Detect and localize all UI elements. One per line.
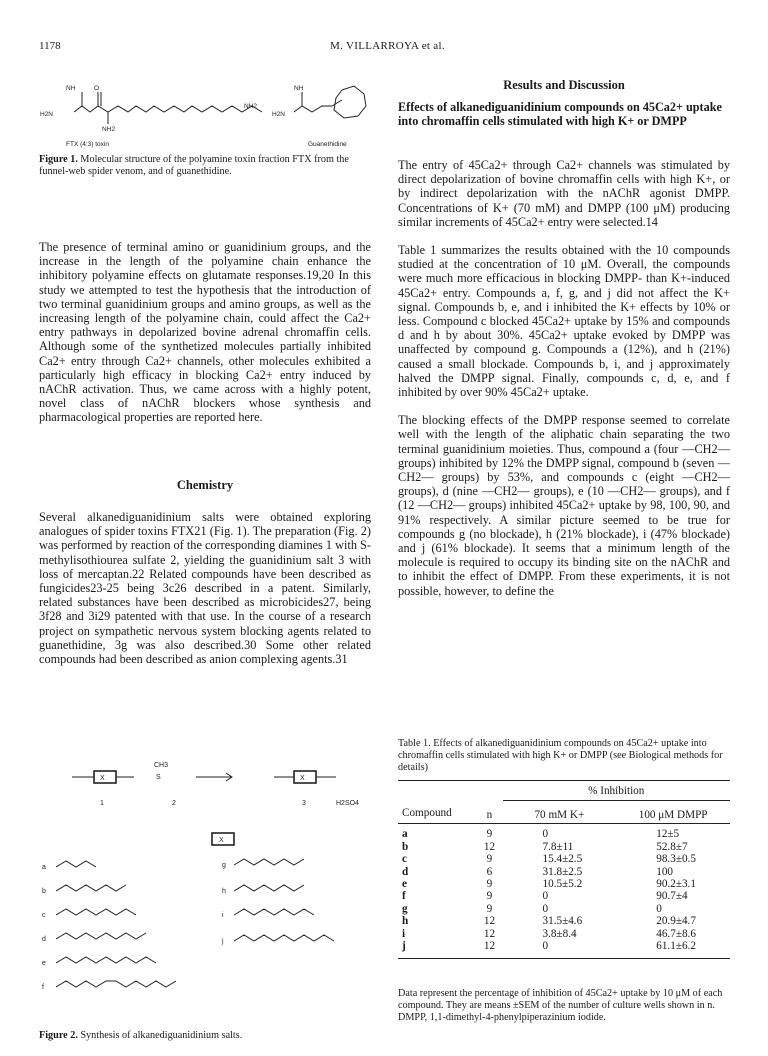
chemistry-paragraph: Several alkanediguanidinium salts were obtained exploring analogues of spider toxins FTX21 (Fig. 1). The preparation (Fig. 2) was performed by reaction of the corresponding diamines 1 with S-methylisothiourea sulfate 2, yielding the guanidinium salt 3 with loss of mercaptan.22 Related compounds have been described as fungicides23-25 being 3c26 described in a patent. Similarly, related substances have been described as microbicides27, being 3f28 and 3i29 patented with that use. In the course of a research project on sympathetic nervous system blocking agents related to guanethidine, 3g was also described.30 Some other related compounds had been described as anion complexing agents.31	[39, 510, 371, 667]
cell-n: 9	[486, 828, 493, 841]
table1-group-header-row	[398, 785, 730, 801]
fig2-label-a: a	[42, 864, 46, 871]
cell-dmpp: 98.3±0.5	[656, 853, 696, 866]
fig1-ftx-label: FTX (4:3) toxin	[66, 141, 109, 148]
cell-compound: b	[402, 840, 409, 853]
cell-k: 15.4±2.5	[542, 853, 583, 866]
fig2-num-1: 1	[100, 800, 104, 807]
table1-header-dmpp: 100 μM DMPP	[638, 809, 708, 822]
table-row	[398, 903, 730, 915]
fig2-num-2: 2	[172, 800, 176, 807]
figure1-caption	[39, 154, 379, 178]
cell-compound: c	[402, 853, 407, 866]
fig1-nh2-label: NH2	[102, 126, 116, 133]
table-row	[398, 890, 730, 902]
cell-k: 31.8±2.5	[542, 865, 583, 878]
fig2-label-g: g	[222, 862, 226, 869]
table-row	[398, 841, 730, 853]
cell-dmpp: 12±5	[656, 828, 680, 841]
fig2-label-b: b	[42, 888, 46, 895]
fig2-label-h: h	[222, 888, 226, 895]
fig2-label-c: c	[42, 912, 46, 919]
cell-n: 12	[483, 915, 496, 928]
table-row	[398, 878, 730, 890]
cell-n: 6	[486, 865, 493, 878]
cell-dmpp: 0	[656, 902, 662, 915]
figure1-structures	[36, 80, 376, 152]
cell-n: 9	[486, 902, 493, 915]
cell-dmpp: 52.8±7	[656, 840, 688, 853]
results-heading: Results and Discussion	[503, 78, 625, 92]
cell-dmpp: 90.2±3.1	[656, 877, 696, 890]
figure2-caption	[39, 1030, 379, 1042]
table-row	[398, 928, 730, 940]
cell-dmpp: 20.9±4.7	[656, 915, 696, 928]
cell-k: 7.8±11	[542, 840, 574, 853]
table1-header-n: n	[486, 808, 493, 821]
cell-n: 12	[483, 927, 496, 940]
fig2-ch3: CH3	[154, 762, 169, 769]
cell-dmpp: 61.1±6.2	[656, 939, 696, 952]
cell-compound: i	[402, 927, 406, 940]
left-column-intro	[39, 240, 371, 425]
cell-dmpp: 46.7±8.6	[656, 927, 696, 940]
cell-k: 10.5±5.2	[542, 877, 583, 890]
cell-dmpp: 90.7±4	[656, 890, 688, 903]
chemistry-heading: Chemistry	[176, 478, 234, 492]
fig1-nh-label: NH	[66, 85, 76, 92]
cell-compound: f	[402, 890, 406, 903]
fig1-guan-h2n-label: H2N	[272, 111, 286, 118]
figure2-caption-label: Figure 2.	[39, 1030, 78, 1041]
results-paragraph-2: Table 1 summarizes the results obtained with the 10 compounds studied at the concentration of 10 μM. Overall, the compounds were much more efficacious in blocking DMPP- than K+-induced 45Ca2+ entry. Compounds a, f, g, and j did not affect the K+ signal. Compounds b, e, and i inhibited the K+ effects by 10% or less. Compound c blocked 45Ca2+ uptake by 15% and compounds d and h by about 30%. 45Ca2+ uptake evoked by DMPP was unaffected by compound g. Compounds a (12%), and h (21%) caused a small blockade. Compounds b, i, and j approximately halved the DMPP signal. Finally, compounds c, d, e, and f inhibited by over 90% 45Ca2+ uptake.	[398, 243, 730, 400]
cell-k: 0	[542, 902, 549, 915]
table1-grid	[398, 785, 730, 952]
fig2-label-d: d	[42, 936, 46, 943]
fig1-o-label: O	[94, 85, 100, 92]
table1-group-header: % Inhibition	[503, 785, 731, 801]
table1-header-k: 70 mM K+	[534, 809, 585, 822]
cell-n: 9	[486, 890, 493, 903]
page-number: 1178	[39, 40, 61, 52]
fig1-guan-nh-label: NH	[294, 85, 304, 92]
figure1-caption-text: Molecular structure of the polyamine toxin fraction FTX from the funnel-web spider venom, and of guanethidine.	[39, 154, 349, 177]
fig2-h2so4: H2SO4	[336, 800, 359, 807]
fig2-label-i: i	[222, 912, 224, 919]
intro-paragraph: The presence of terminal amino or guanidinium groups, and the increase in the length of the polyamine chain enhance the inhibitory polyamine effects on glutamate responses.19,20 In this study we attempted to test the hypothesis that the introduction of two terminal guanidinium groups and amino groups, as well as the increasing length of the polyamine chain, could affect the Ca2+ entry pathways in depolarized bovine adrenal chromaffin cells. Although some of the synthetized molecules partially inhibited Ca2+ entry through Ca2+ channels, other molecules exhibited a particularly high efficacy in blocking Ca2+ entry induced by nAChR activation. Thus, we came across with a highly potent, novel class of nAChR blockers whose synthesis and pharmacological properties are reported here.	[39, 240, 371, 425]
cell-dmpp: 100	[656, 865, 674, 878]
table1-footnote: Data represent the percentage of inhibition of 45Ca2+ uptake by 10 μM of each compound. They are means ±SEM of the number of culture wells shown in n. DMPP, 1,1-dimethyl-4-phenylpiperazinium iodide.	[398, 988, 723, 1023]
table1-body	[398, 828, 730, 952]
cell-k: 0	[542, 890, 549, 903]
cell-n: 12	[483, 840, 496, 853]
fig2-label-e: e	[42, 960, 46, 967]
table1-caption: Table 1. Effects of alkanediguanidinium compounds on 45Ca2+ uptake into chromaffin cells stimulated with high K+ or DMPP (see Biological methods for details)	[398, 738, 723, 773]
table1-header-compound: Compound	[402, 806, 452, 819]
cell-compound: a	[402, 828, 408, 841]
right-column-text	[398, 158, 730, 598]
cell-compound: d	[402, 865, 409, 878]
fig2-num-3: 3	[302, 800, 306, 807]
cell-compound: h	[402, 915, 409, 928]
results-paragraph-3: The blocking effects of the DMPP response seemed to correlate well with the length of the aliphatic chain separating the two terminal guanidinium moieties. Thus, compound a (four —CH2— groups) inhibited by 12% the DMPP signal, compound b (seven —CH2— groups) by 53%, and compounds c (eight —CH2— groups), d (nine —CH2— groups), e (10 —CH2— groups), and f (12 —CH2— groups) inhibited 45Ca2+ uptake by 98, 100, 90, and 91% respectively. A similar picture seemed to be true for compounds g (no blockade), h (21% blockade), i (47% blockade) and j (61% blockade). It seems that a minimum length of the molecule is required to occupy its binding site on the nAChR and to inhibit the effect of DMPP. From these experiments, it is not possible, however, to define the	[398, 413, 730, 598]
table1	[398, 780, 730, 959]
left-column-chemistry	[39, 510, 371, 666]
fig2-x-box: X	[219, 837, 224, 844]
cell-k: 31.5±4.6	[542, 915, 583, 928]
fig2-x-3: X	[300, 775, 305, 782]
table-row	[398, 866, 730, 878]
figure2-caption-text: Synthesis of alkanediguanidinium salts.	[80, 1030, 243, 1041]
table1-header-row	[398, 801, 730, 824]
fig2-s: S	[156, 774, 161, 781]
fig1-h2n-label: H2N	[40, 111, 54, 118]
fig2-label-f: f	[42, 984, 44, 991]
figure2-scheme	[36, 755, 376, 1020]
fig1-nh2-end-label: NH2	[244, 103, 258, 110]
running-title: M. VILLARROYA et al.	[330, 40, 445, 52]
cell-compound: g	[402, 902, 408, 915]
cell-compound: e	[402, 877, 407, 890]
cell-n: 9	[486, 877, 493, 890]
table-row	[398, 940, 730, 952]
cell-k: 3.8±8.4	[542, 927, 577, 940]
results-paragraph-1: The entry of 45Ca2+ through Ca2+ channels was stimulated by direct depolarization of bovine chromaffin cells with high K+, or by indirect depolarization with the nAChR agonist DMPP. Concentrations of K+ (70 mM) and DMPP (100 μM) producing similar increments of 45Ca2+ entry were selected.14	[398, 158, 730, 229]
table-row	[398, 853, 730, 865]
results-subheading: Effects of alkanediguanidinium compounds on 45Ca2+ uptake into chromaffin cells stimulated with high K+ or DMPP	[398, 100, 722, 128]
cell-n: 9	[486, 853, 493, 866]
table-row	[398, 915, 730, 927]
figure1-caption-label: Figure 1.	[39, 154, 78, 165]
fig2-x-1: X	[100, 775, 105, 782]
fig2-label-j: j	[222, 938, 224, 945]
cell-compound: j	[402, 939, 406, 952]
cell-k: 0	[542, 828, 549, 841]
fig1-guanethidine-label: Guanethidine	[308, 141, 347, 148]
cell-k: 0	[542, 939, 549, 952]
cell-n: 12	[483, 939, 496, 952]
table-row	[398, 828, 730, 840]
